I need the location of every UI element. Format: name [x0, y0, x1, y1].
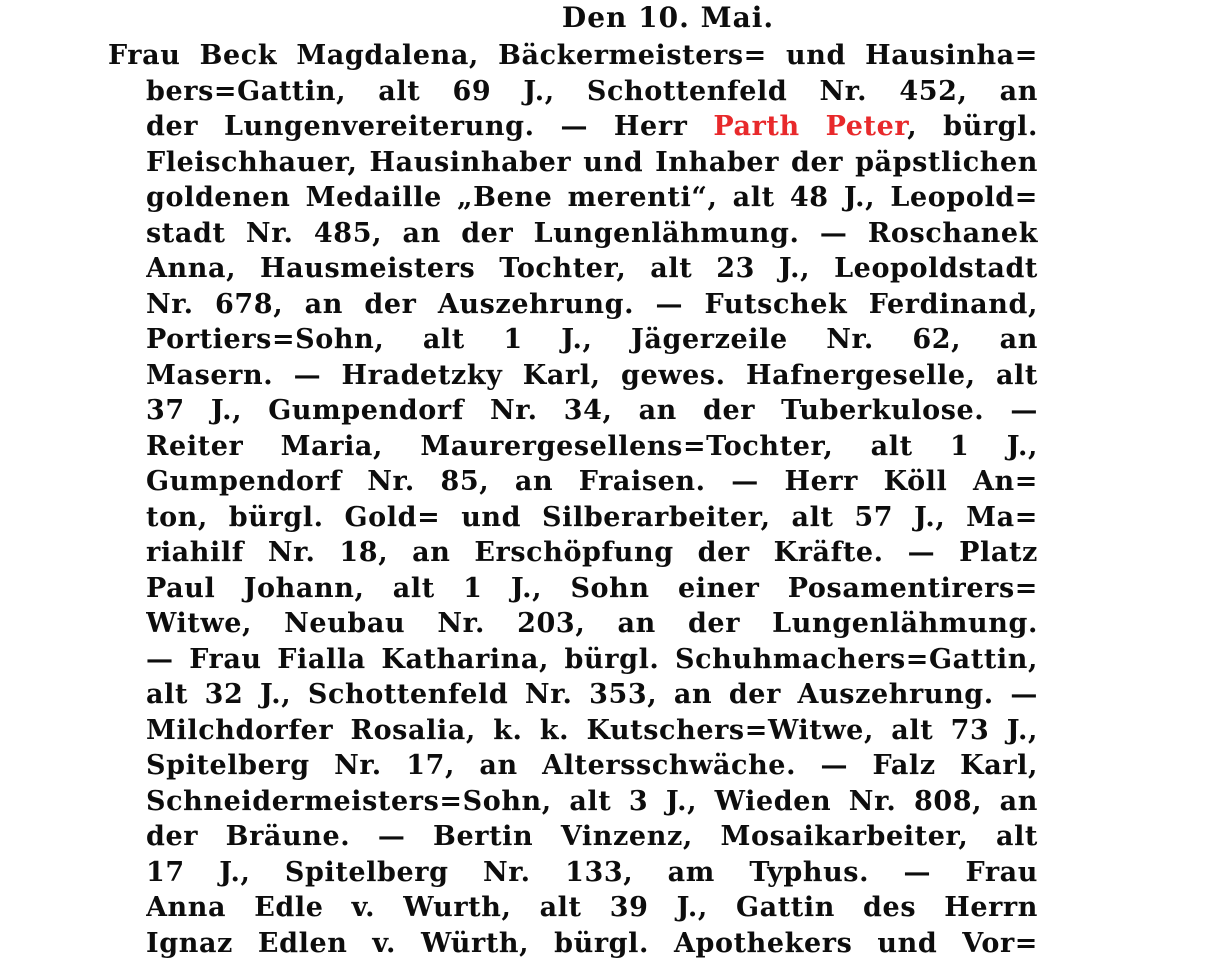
text-line: 17 J., Spitelberg Nr. 133, am Typhus. — Frau — [146, 856, 1038, 888]
text-line: Witwe, Neubau Nr. 203, an der Lungenlähmung. — [146, 608, 1038, 639]
text-line: Spitelberg Nr. 17, an Altersschwäche. — Falz Karl, — [146, 750, 1038, 781]
text-line: Ignaz Edlen v. Würth, bürgl. Apothekers und Vor= — [146, 927, 1038, 959]
text-line: Reiter Maria, Maurergesellens=Tochter, alt 1 J., — [146, 430, 1038, 462]
text-line: Frau Beck Magdalena, Bäckermeisters= und Hausinha= — [108, 40, 1038, 71]
text-line: Nr. 678, an der Auszehrung. — Futschek Ferdinand, — [146, 288, 1038, 320]
text-segment: der Lungenvereiterung. — Herr — [146, 111, 714, 142]
text-line: stadt Nr. 485, an der Lungenlähmung. — Roschanek — [146, 217, 1038, 249]
text-line: ton, bürgl. Gold= und Silberarbeiter, alt 57 J., Ma= — [146, 501, 1038, 533]
text-line: der Bräune. — Bertin Vinzenz, Mosaikarbeiter, alt — [146, 821, 1038, 852]
text-line: Anna, Hausmeisters Tochter, alt 23 J., Leopoldstadt — [146, 253, 1038, 284]
text-line: Portiers=Sohn, alt 1 J., Jägerzeile Nr. 62, an — [146, 324, 1038, 355]
text-line: Fleischhauer, Hausinhaber und Inhaber der päpstlichen — [146, 146, 1038, 178]
text-line: Gumpendorf Nr. 85, an Fraisen. — Herr Köll An= — [146, 466, 1038, 497]
text-line: Masern. — Hradetzky Karl, gewes. Hafnergeselle, alt — [146, 359, 1038, 391]
text-line: 37 J., Gumpendorf Nr. 34, an der Tuberkulose. — — [146, 395, 1038, 426]
obituary-column — [108, 38, 1038, 961]
highlighted-name: Parth Peter — [713, 111, 908, 142]
text-line: Milchdorfer Rosalia, k. k. Kutschers=Witwe, alt 73 J., — [146, 714, 1038, 746]
text-line: Schneidermeisters=Sohn, alt 3 J., Wieden Nr. 808, an — [146, 785, 1038, 817]
text-segment: , bürgl. — [907, 111, 1038, 142]
text-line: bers=Gattin, alt 69 J., Schottenfeld Nr. 452, an — [146, 75, 1038, 107]
text-line: alt 32 J., Schottenfeld Nr. 353, an der Auszehrung. — — [146, 679, 1038, 710]
text-line-with-highlight — [146, 109, 1038, 145]
text-line: riahilf Nr. 18, an Erschöpfung der Kräfte. — Platz — [146, 537, 1038, 568]
text-line: — Frau Fialla Katharina, bürgl. Schuhmachers=Gattin, — [146, 643, 1038, 675]
text-line: goldenen Medaille „Bene merenti“, alt 48 J., Leopold= — [146, 182, 1038, 213]
date-heading: Den 10. Mai. — [561, 1, 775, 34]
text-line: Paul Johann, alt 1 J., Sohn einer Posamentirers= — [146, 572, 1038, 604]
text-line: Anna Edle v. Wurth, alt 39 J., Gattin des Herrn — [146, 892, 1038, 923]
